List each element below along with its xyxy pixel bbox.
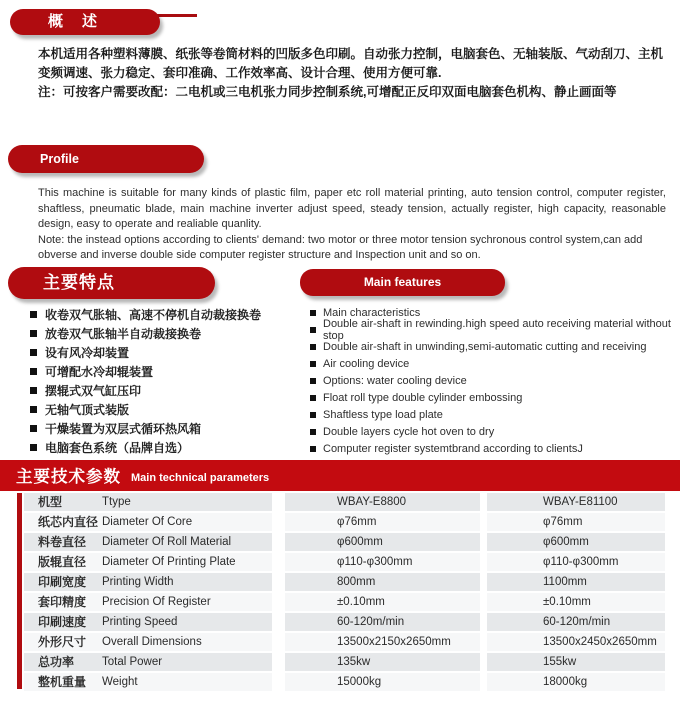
bullet-square-icon xyxy=(310,412,316,418)
row-label-en: Diameter Of Core xyxy=(102,515,193,528)
profile-note: Note: the instead options according to clients' demand: two motor or three motor tension sychronous control system,can add obverse and inverse double side computer register structure and Inspection unit and so on. xyxy=(38,233,643,261)
row-value-2: φ76mm xyxy=(543,515,583,528)
feature-text: 收卷双气胀轴、高速不停机自动裁接换卷 xyxy=(45,307,262,322)
table-row xyxy=(24,673,680,691)
row-value-1: 60-120m/min xyxy=(337,615,405,628)
row-label-cn: 整机重量 xyxy=(38,675,87,689)
overview-body: 本机适用各种塑料薄膜、纸张等卷筒材料的凹版多色印刷。自动张力控制，电脑套色、无轴装版、气动刮刀、主机变频调速、张力稳定、套印准确、工作效率高、设计合理、使用方便可靠. xyxy=(38,47,664,80)
list-item xyxy=(30,438,306,457)
table-row xyxy=(24,653,680,671)
features-header xyxy=(0,267,680,300)
feature-text: Double air-shaft in unwinding,semi-automatic cutting and receiving xyxy=(323,341,647,353)
feature-text: 摆辊式双气缸压印 xyxy=(45,383,142,398)
feature-text: Computer register systemtbrand according to clientsJ xyxy=(323,443,583,455)
features-banner-en xyxy=(300,269,505,296)
features-title-cn: 主要特点 xyxy=(43,272,115,292)
row-label-en: Total Power xyxy=(102,655,163,668)
bullet-square-icon xyxy=(30,406,37,413)
table-row xyxy=(24,513,680,531)
feature-text: 放卷双气胀轴半自动裁接换卷 xyxy=(45,326,202,341)
row-value-1: 15000kg xyxy=(337,675,382,688)
table-row xyxy=(24,633,680,651)
table-row xyxy=(24,553,680,571)
table-row xyxy=(24,613,680,631)
overview-title: 概 述 xyxy=(48,13,100,30)
bullet-square-icon xyxy=(30,311,37,318)
row-value-2: 1100mm xyxy=(543,575,587,588)
row-label-cn: 套印精度 xyxy=(38,595,87,609)
table-row xyxy=(24,593,680,611)
list-item xyxy=(310,339,680,356)
row-value-2: ±0.10mm xyxy=(543,595,591,608)
features-lists xyxy=(0,305,680,458)
row-value-1: φ110-φ300mm xyxy=(337,555,413,568)
row-value-2: 155kw xyxy=(543,655,577,668)
feature-text: Options: water cooling device xyxy=(323,375,467,387)
bullet-square-icon xyxy=(310,361,316,367)
table-row xyxy=(24,573,680,591)
list-item xyxy=(310,407,680,424)
row-value-1: φ76mm xyxy=(337,515,377,528)
features-title-en: Main features xyxy=(363,274,442,289)
bullet-square-icon xyxy=(310,310,316,316)
list-item xyxy=(310,356,680,373)
feature-text: 可增配水冷却辊装置 xyxy=(45,364,154,379)
list-item xyxy=(30,400,306,419)
profile-body: This machine is suitable for many kinds of plastic film, paper etc roll material printing, auto tension control, computer register, shaftless, pneumatic blade, main machine inverter adjust speed, steady tension, actually register, high capacity, reasonable design, easy to operate and realiable quanlity. xyxy=(38,187,666,230)
row-label-cn: 印刷宽度 xyxy=(38,575,87,589)
row-label-en: Weight xyxy=(102,675,138,688)
bullet-square-icon xyxy=(30,444,37,451)
row-label-en: Overall Dimensions xyxy=(102,635,202,648)
bullet-square-icon xyxy=(30,425,37,432)
row-label-en: Printing Width xyxy=(102,575,174,588)
bullet-square-icon xyxy=(310,446,316,452)
parameters-title-en: Main technical parameters xyxy=(131,471,270,484)
parameters-table xyxy=(0,493,680,691)
features-list-cn xyxy=(30,305,306,458)
row-value-2: φ110-φ300mm xyxy=(543,555,619,568)
row-value-1: 135kw xyxy=(337,655,371,668)
row-value-1: 13500x2150x2650mm xyxy=(337,635,451,648)
feature-text: Air cooling device xyxy=(323,358,410,370)
list-item xyxy=(30,305,306,324)
feature-text: Double layers cycle hot oven to dry xyxy=(323,426,495,438)
row-label-cn: 纸芯内直径 xyxy=(38,515,99,529)
bullet-square-icon xyxy=(30,368,37,375)
feature-text: 电脑套色系统（品牌自选） xyxy=(45,440,190,455)
list-item xyxy=(310,424,680,441)
row-value-2: φ600mm xyxy=(543,535,589,548)
row-label-cn: 版辊直径 xyxy=(38,555,87,569)
features-list-en xyxy=(310,305,680,458)
overview-note: 注：可按客户需要改配：二电机或三电机张力同步控制系统,可增配正反印双面电脑套色机构、静止画面等 xyxy=(38,85,617,99)
row-label-cn: 料卷直径 xyxy=(38,535,87,549)
row-label-en: Precision Of Register xyxy=(102,595,211,608)
list-item xyxy=(310,318,680,342)
list-item xyxy=(30,324,306,343)
row-value-2: 13500x2450x2650mm xyxy=(543,635,657,648)
list-item xyxy=(310,390,680,407)
profile-title: Profile xyxy=(40,152,79,166)
overview-banner xyxy=(10,9,160,35)
row-value-1: WBAY-E8800 xyxy=(337,495,407,508)
parameters-title-cn: 主要技术参数 xyxy=(16,468,121,486)
bullet-square-icon xyxy=(310,395,316,401)
feature-text: 设有风冷却装置 xyxy=(45,345,130,360)
feature-text: 无轴气顶式装版 xyxy=(45,402,130,417)
row-value-2: 60-120m/min xyxy=(543,615,611,628)
bullet-square-icon xyxy=(310,429,316,435)
bullet-square-icon xyxy=(30,330,37,337)
list-item xyxy=(310,373,680,390)
row-label-en: Printing Speed xyxy=(102,615,178,628)
bullet-square-icon xyxy=(310,327,316,333)
bullet-square-icon xyxy=(30,349,37,356)
row-value-2: 18000kg xyxy=(543,675,588,688)
row-label-cn: 印刷速度 xyxy=(38,615,87,629)
table-left-accent xyxy=(17,493,22,689)
features-banner-cn xyxy=(8,267,215,299)
row-label-en: Diameter Of Printing Plate xyxy=(102,555,236,568)
row-value-1: φ600mm xyxy=(337,535,383,548)
row-label-cn: 机型 xyxy=(38,495,63,509)
row-label-en: Diameter Of Roll Material xyxy=(102,535,232,548)
list-item xyxy=(310,441,680,458)
list-item xyxy=(30,419,306,438)
feature-text: Double air-shaft in rewinding.high speed auto receiving material without stop xyxy=(323,318,671,342)
list-item xyxy=(30,381,306,400)
row-label-cn: 总功率 xyxy=(38,655,75,669)
feature-text: Main characteristics xyxy=(323,307,421,319)
feature-text: Float roll type double cylinder embossing xyxy=(323,392,523,404)
parameters-banner xyxy=(0,460,680,491)
list-item xyxy=(30,362,306,381)
profile-banner xyxy=(8,145,204,173)
row-label-en: Ttype xyxy=(102,495,131,508)
bullet-square-icon xyxy=(310,344,316,350)
row-value-1: 800mm xyxy=(337,575,376,588)
bullet-square-icon xyxy=(30,387,37,394)
row-value-1: ±0.10mm xyxy=(337,595,385,608)
feature-text: 干燥装置为双层式循环热风箱 xyxy=(45,421,202,436)
list-item xyxy=(30,343,306,362)
feature-text: Shaftless type load plate xyxy=(323,409,443,421)
row-label-cn: 外形尺寸 xyxy=(38,635,87,649)
bullet-square-icon xyxy=(310,378,316,384)
table-row xyxy=(24,533,680,551)
row-value-2: WBAY-E81100 xyxy=(543,495,618,508)
table-row xyxy=(24,493,680,511)
